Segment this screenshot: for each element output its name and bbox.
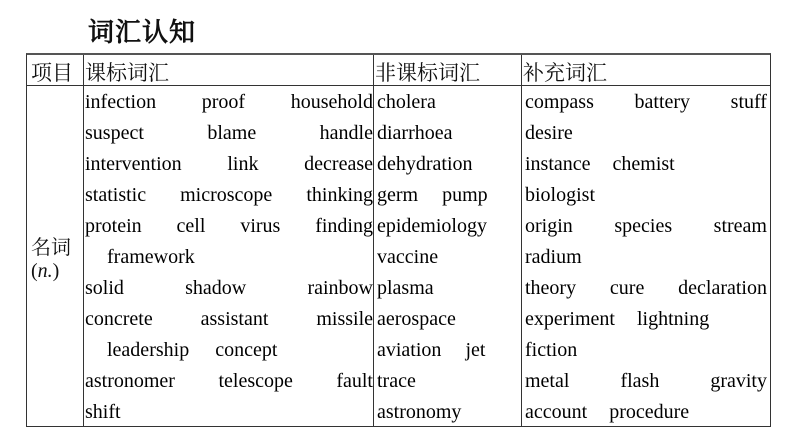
vocab-word: epidemiology bbox=[377, 215, 487, 237]
vocab-word: astronomy bbox=[377, 401, 462, 423]
word-line bbox=[525, 242, 767, 273]
vocab-word: origin bbox=[525, 215, 573, 237]
vocab-word: cholera bbox=[377, 91, 436, 113]
word-line bbox=[85, 87, 373, 118]
column-divider bbox=[83, 55, 84, 426]
vocab-word: lightning bbox=[636, 308, 710, 330]
word-line bbox=[377, 242, 521, 273]
word-line bbox=[525, 335, 767, 366]
header-supplementary: 补充词汇 bbox=[523, 61, 607, 85]
vocab-word: chemist bbox=[612, 153, 675, 175]
word-line bbox=[525, 366, 767, 397]
vocab-word: leadership bbox=[107, 339, 190, 361]
word-line bbox=[377, 87, 521, 118]
vocab-word: cell bbox=[176, 215, 206, 237]
column-divider bbox=[373, 55, 374, 426]
vocab-word: shadow bbox=[185, 277, 247, 299]
vocab-word: link bbox=[227, 153, 259, 175]
vocab-word: theory bbox=[525, 277, 577, 299]
word-line bbox=[85, 118, 373, 149]
word-line bbox=[525, 397, 767, 428]
word-line bbox=[377, 335, 521, 366]
vocab-word: protein bbox=[85, 215, 142, 237]
word-line bbox=[525, 304, 767, 335]
word-line bbox=[525, 273, 767, 304]
vocab-word: statistic bbox=[85, 184, 147, 206]
supplementary-column bbox=[525, 87, 767, 428]
vocab-word: vaccine bbox=[377, 246, 439, 268]
vocab-word: handle bbox=[319, 122, 373, 144]
vocab-word: declaration bbox=[678, 277, 767, 299]
vocab-word: infection bbox=[85, 91, 157, 113]
vocab-word: fault bbox=[336, 370, 373, 392]
vocab-word: aviation bbox=[377, 339, 442, 361]
word-line bbox=[85, 397, 373, 428]
word-line bbox=[525, 180, 767, 211]
vocab-word: germ bbox=[377, 184, 419, 206]
vocab-word: concept bbox=[215, 339, 278, 361]
word-line bbox=[377, 273, 521, 304]
vocab-word: household bbox=[290, 91, 373, 113]
vocab-word: assistant bbox=[200, 308, 269, 330]
vocab-word: compass bbox=[525, 91, 594, 113]
vocab-word: plasma bbox=[377, 277, 434, 299]
vocab-word: procedure bbox=[609, 401, 690, 423]
vocab-word: finding bbox=[315, 215, 373, 237]
word-line bbox=[377, 149, 521, 180]
vocab-word: thinking bbox=[306, 184, 373, 206]
vocab-word: telescope bbox=[218, 370, 293, 392]
word-line bbox=[525, 87, 767, 118]
row-label-noun: 名词 bbox=[31, 235, 71, 259]
word-line bbox=[85, 149, 373, 180]
vocab-word: proof bbox=[201, 91, 246, 113]
word-line bbox=[85, 304, 373, 335]
vocab-word: trace bbox=[377, 370, 416, 392]
word-line bbox=[85, 366, 373, 397]
part-of-speech: (n.) bbox=[31, 260, 60, 282]
vocab-word: account bbox=[525, 401, 588, 423]
word-line bbox=[377, 366, 521, 397]
vocab-word: rainbow bbox=[307, 277, 373, 299]
vocab-word: intervention bbox=[85, 153, 182, 175]
vocab-word: blame bbox=[207, 122, 257, 144]
vocab-word: virus bbox=[240, 215, 281, 237]
word-line bbox=[85, 180, 373, 211]
word-line bbox=[525, 211, 767, 242]
word-line bbox=[377, 118, 521, 149]
word-line bbox=[377, 180, 521, 211]
word-line bbox=[525, 149, 767, 180]
vocab-word: jet bbox=[465, 339, 486, 361]
header-curriculum: 课标词汇 bbox=[85, 61, 169, 85]
header-non-curriculum: 非课标词汇 bbox=[375, 61, 480, 85]
vocab-word: species bbox=[614, 215, 673, 237]
vocab-word: cure bbox=[609, 277, 645, 299]
vocab-word: fiction bbox=[525, 339, 578, 361]
vocab-word: radium bbox=[525, 246, 582, 268]
word-line bbox=[85, 273, 373, 304]
page-title: 词汇认知 bbox=[88, 18, 197, 48]
vocab-word: stream bbox=[713, 215, 767, 237]
curriculum-column bbox=[85, 87, 373, 428]
column-divider bbox=[521, 55, 522, 426]
vocab-word: concrete bbox=[85, 308, 153, 330]
vocab-word: flash bbox=[620, 370, 660, 392]
vocab-word: pump bbox=[442, 184, 488, 206]
word-line bbox=[377, 211, 521, 242]
vocab-word: solid bbox=[85, 277, 124, 299]
vocab-word: experiment bbox=[525, 308, 615, 330]
vocab-word: gravity bbox=[710, 370, 767, 392]
vocab-word: biologist bbox=[525, 184, 596, 206]
vocab-word: framework bbox=[107, 246, 195, 268]
vocab-word: desire bbox=[525, 122, 573, 144]
word-line bbox=[85, 335, 373, 366]
vocab-word: dehydration bbox=[377, 153, 473, 175]
vocab-word: metal bbox=[525, 370, 570, 392]
vocabulary-table bbox=[26, 53, 771, 427]
vocab-word: instance bbox=[525, 153, 591, 175]
word-line bbox=[377, 397, 521, 428]
vocab-word: shift bbox=[85, 401, 121, 423]
vocab-word: missile bbox=[316, 308, 373, 330]
word-line bbox=[377, 304, 521, 335]
non-curriculum-column bbox=[377, 87, 521, 428]
vocab-word: battery bbox=[634, 91, 691, 113]
header-item: 项目 bbox=[31, 61, 73, 85]
vocab-word: microscope bbox=[180, 184, 273, 206]
word-line bbox=[525, 118, 767, 149]
vocab-word: stuff bbox=[730, 91, 767, 113]
vocab-word: astronomer bbox=[85, 370, 175, 392]
vocab-word: aerospace bbox=[377, 308, 456, 330]
vocab-word: decrease bbox=[304, 153, 373, 175]
vocab-word: suspect bbox=[85, 122, 144, 144]
vocab-word: diarrhoea bbox=[377, 122, 453, 144]
word-line bbox=[85, 242, 373, 273]
word-line bbox=[85, 211, 373, 242]
